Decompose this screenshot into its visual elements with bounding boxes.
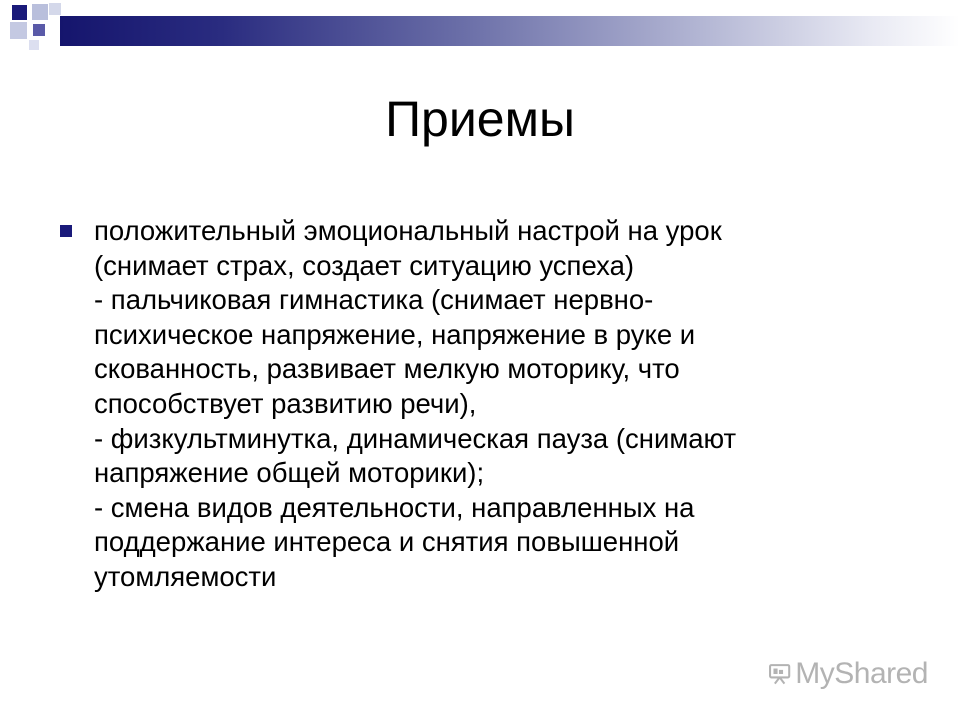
bullet-line: поддержание интереса и снятия повышенной	[94, 526, 680, 558]
bullet-text	[94, 214, 736, 595]
bullet-line: скованность, развивает мелкую моторику, что	[94, 353, 680, 385]
slide-title: Приемы	[385, 91, 575, 147]
bullet-line: утомляемости	[94, 560, 277, 592]
header-gradient-bar	[60, 16, 960, 46]
header-square-dark	[12, 5, 27, 20]
header-square-pale	[29, 40, 39, 50]
header-square-light	[10, 22, 27, 39]
bullet-line: положительный эмоциональный настрой на урок	[94, 215, 722, 246]
square-bullet-icon	[60, 225, 72, 237]
bullet-line: (снимает страх, создает ситуацию успеха)	[94, 249, 635, 281]
bullet-line: - смена видов деятельности, направленных на	[94, 491, 695, 523]
watermark-text: MyShared	[795, 657, 928, 690]
bullet-item	[60, 214, 890, 595]
bullet-line: - физкультминутка, динамическая пауза (снимают	[94, 422, 737, 454]
presentation-board-icon	[768, 658, 791, 690]
header-square-pale	[49, 3, 61, 15]
bullet-line: способствует развитию речи),	[94, 387, 477, 419]
bullet-line: - пальчиковая гимнастика (снимает нервно-	[94, 284, 654, 316]
bullet-line: психическое напряжение, напряжение в руке и	[94, 318, 696, 350]
bullet-line: напряжение общей моторики);	[94, 457, 485, 489]
header-square-medium	[33, 24, 45, 36]
slide-content	[60, 214, 890, 595]
header-square-light	[32, 4, 48, 20]
myshared-watermark	[768, 654, 928, 694]
